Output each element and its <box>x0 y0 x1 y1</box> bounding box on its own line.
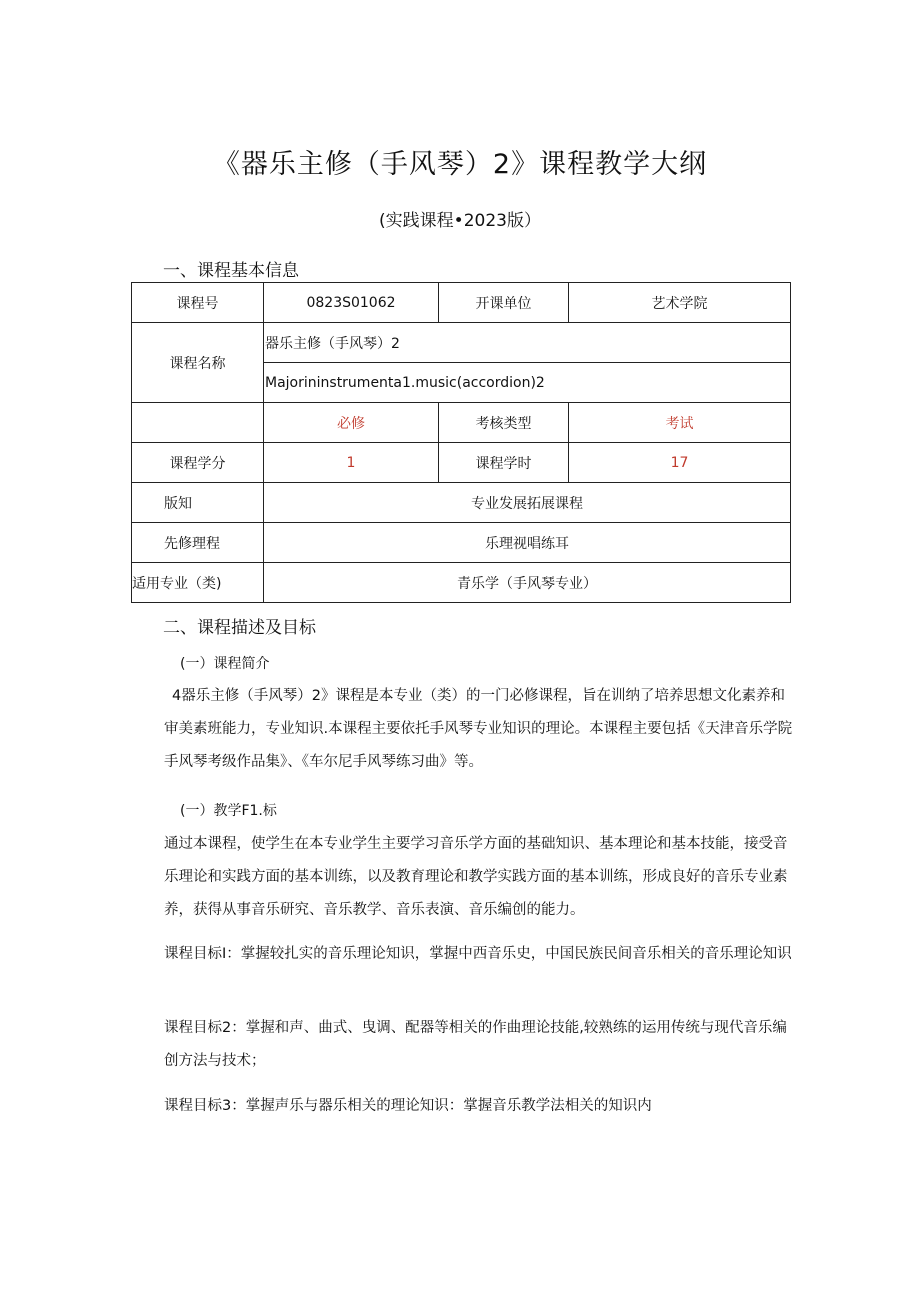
course-number-label: 课程号 <box>132 283 264 323</box>
credits-label: 课程学分 <box>132 443 264 483</box>
course-category-label: 版知 <box>132 483 264 523</box>
credits-value: 1 <box>264 443 439 483</box>
course-type-value: 必修 <box>264 403 439 443</box>
hours-value: 17 <box>569 443 791 483</box>
table-row <box>132 443 791 483</box>
table-row <box>132 283 791 323</box>
course-name-label: 课程名称 <box>132 323 264 403</box>
goal-3-paragraph: 课程目标3：掌握声乐与器乐相关的理论知识：掌握音乐教学法相关的知识内 <box>164 1098 652 1114</box>
table-row <box>132 523 791 563</box>
course-name-cn: 器乐主修（手风琴）2 <box>264 323 791 363</box>
subheading-goals: (一）教学F1.标 <box>180 803 277 819</box>
section-heading-description: 二、课程描述及目标 <box>163 618 316 638</box>
table-row <box>132 403 791 443</box>
section-heading-basic-info: 一、课程基本信息 <box>163 261 299 281</box>
subheading-intro: (一）课程简介 <box>180 656 270 672</box>
applicable-major-label: 适用专业（类) <box>132 563 264 603</box>
table-row <box>132 483 791 523</box>
assessment-type-value: 考试 <box>569 403 791 443</box>
table-row <box>132 323 791 363</box>
prerequisite-value: 乐理视唱练耳 <box>264 523 791 563</box>
course-type-label <box>132 403 264 443</box>
goal-2-paragraph: 课程目标2：掌握和声、曲式、曳调、配器等相关的作曲理论技能,较熟练的运用传统与现代音乐编创方法与技术； <box>164 1020 787 1069</box>
course-category-value: 专业发展拓展课程 <box>264 483 791 523</box>
table-row <box>132 563 791 603</box>
department-value: 艺术学院 <box>569 283 791 323</box>
document-title: 《器乐主修（手风琴）2》课程教学大纲 <box>212 149 708 180</box>
course-name-en: Majorininstrumenta1.music(accordion)2 <box>264 363 791 403</box>
goals-intro-paragraph: 通过本课程，使学生在本专业学生主要学习音乐学方面的基础知识、基本理论和基本技能，接受音乐理论和实践方面的基本训练，以及教育理论和教学实践方面的基本训练，形成良好的音乐专业素养，获得从事音乐研究、音乐教学、音乐表演、音乐编创的能力。 <box>164 836 788 918</box>
course-info-table <box>131 282 791 603</box>
hours-label: 课程学时 <box>439 443 569 483</box>
assessment-type-label: 考核类型 <box>439 403 569 443</box>
prerequisite-label: 先修理程 <box>132 523 264 563</box>
department-label: 开课单位 <box>439 283 569 323</box>
goal-1-paragraph: 课程目标I：掌握较扎实的音乐理论知识，掌握中西音乐史，中国民族民间音乐相关的音乐理论知识 <box>164 946 792 962</box>
applicable-major-value: 青乐学（手风琴专业） <box>264 563 791 603</box>
course-number-value: 0823S01062 <box>264 283 439 323</box>
document-subtitle: (实践课程•2023版） <box>379 211 541 231</box>
course-intro-paragraph: 4器乐主修（手风琴）2》课程是本专业（类）的一门必修课程，旨在训纳了培养思想文化素养和审美素班能力，专业知识.本课程主要依托手风琴专业知识的理论。本课程主要包括《天津音乐学院手风琴考级作品集》、《车尔尼手风琴练习曲》等。 <box>164 688 793 770</box>
